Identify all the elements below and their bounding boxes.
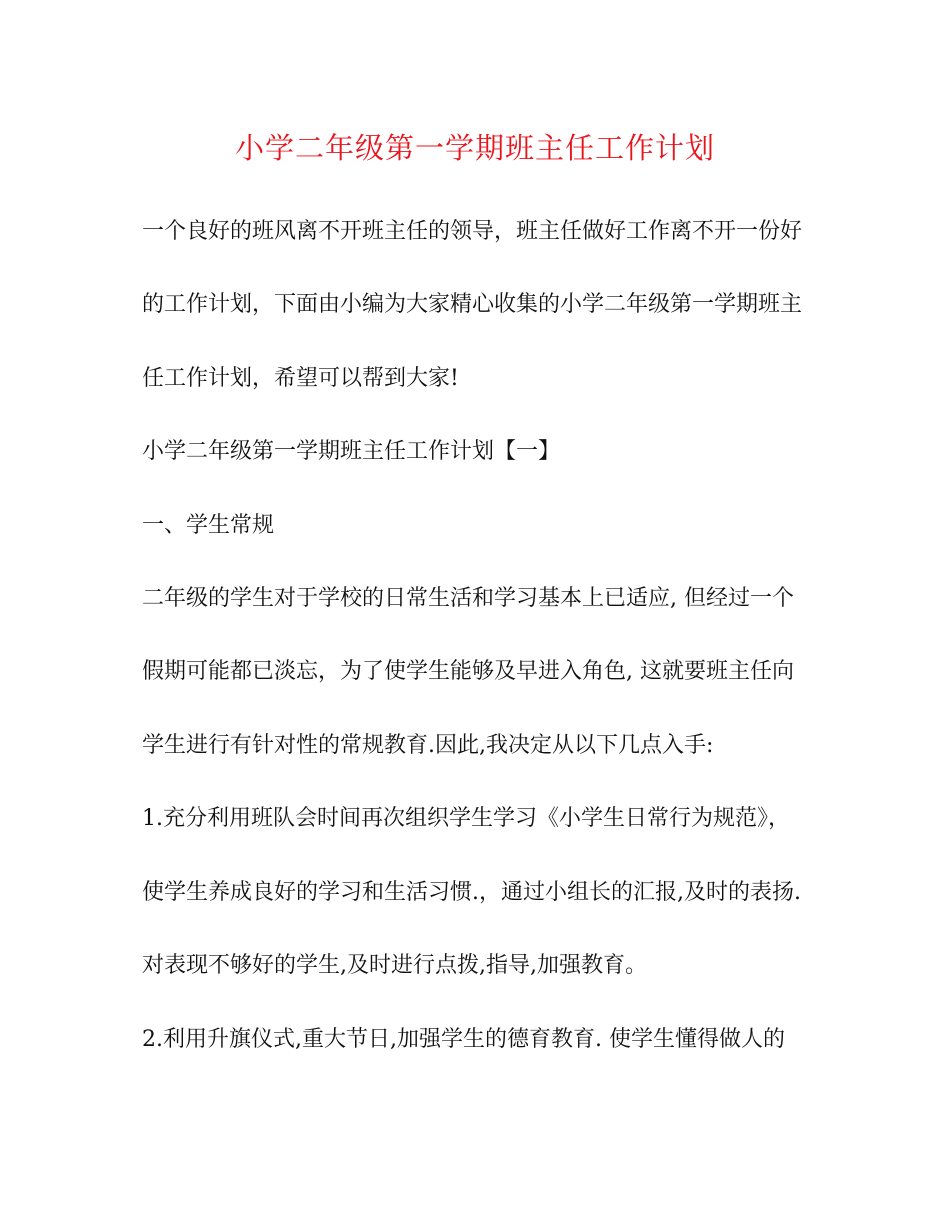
document-title: 小学二年级第一学期班主任工作计划 (234, 131, 715, 165)
section-heading: 小学二年级第一学期班主任工作计划【一】 (142, 439, 561, 464)
subsection-heading: 一、学生常规 (142, 513, 275, 538)
paragraph-line: 学生进行有针对性的常规教育.因此,我决定从以下几点入手: (142, 733, 714, 758)
paragraph-line: 一个良好的班风离不开班主任的领导，班主任做好工作离不开一份好 (142, 219, 803, 244)
list-item-line: 对表现不够好的学生,及时进行点拨,指导,加强教育。 (142, 953, 647, 978)
paragraph-line: 假期可能都已淡忘，为了使学生能够及早进入角色, 这就要班主任向 (142, 659, 794, 684)
list-item-line: 1.充分利用班队会时间再次组织学生学习《小学生日常行为规范》， (142, 806, 790, 831)
paragraph-line: 任工作计划，希望可以帮到大家! (142, 366, 459, 391)
list-item-line: 使学生养成良好的学习和生活习惯.，通过小组长的汇报,及时的表扬. (142, 880, 801, 905)
list-item-line: 2.利用升旗仪式,重大节日,加强学生的德育教育. 使学生懂得做人的 (142, 1027, 785, 1052)
paragraph-line: 的工作计划，下面由小编为大家精心收集的小学二年级第一学期班主 (142, 292, 803, 317)
paragraph-line: 二年级的学生对于学校的日常生活和学习基本上已适应, 但经过一个 (142, 586, 794, 611)
